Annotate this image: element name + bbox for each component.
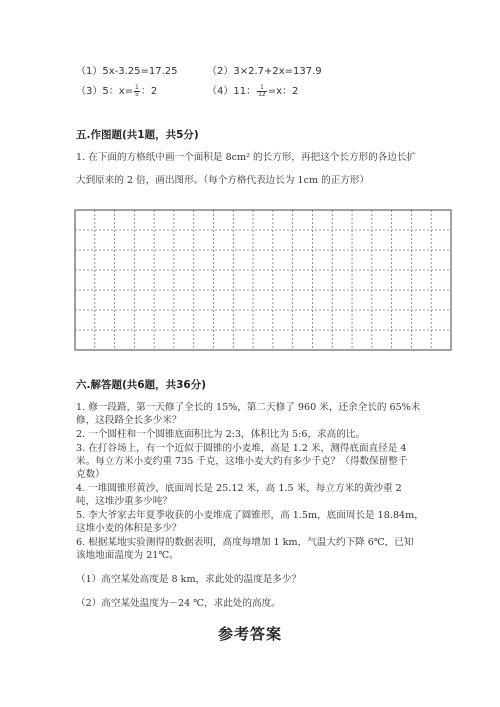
section-5-question-line-1: 1. 在下面的方格纸中画一个面积是 8cm² 的长方形，再把这个长方形的各边长扩 (76, 152, 417, 163)
section-5-title: 五.作图题(共1题，共5分) (76, 129, 199, 141)
equation-1: （1）5x-3.25=17.25 (76, 66, 178, 77)
problem-line: 5. 李大爷家去年夏季收获的小麦堆成了圆锥形，高 1.5m，底面周长是 18.84m， (76, 510, 424, 521)
problem-line: 该地地面温度为 21℃。 (76, 550, 179, 561)
problem-line: 这堆小麦的体积是多少？ (76, 523, 182, 534)
problem-line: 1. 修一段路，第一天修了全长的 15%，第二天修了 960 米，还余全长的 65%未 (76, 402, 421, 413)
equation-3 (76, 82, 157, 98)
square-grid[interactable] (74, 209, 452, 351)
sub-question-2: （2）高空某处温度为－24 ℃，求此处的高度。 (76, 598, 281, 609)
equation-4-denominator: 12 (258, 90, 266, 98)
equation-4-suffix: =x：2 (267, 86, 299, 97)
answer-title: 参考答案 (218, 625, 283, 643)
problem-line: 吨，这堆沙重多少吨？ (76, 496, 172, 507)
equation-4-numerator: 1 (257, 85, 267, 92)
equation-4-prefix: （4）11： (207, 86, 257, 97)
section-6-title: 六.解答题(共6题，共36分) (76, 379, 207, 391)
equation-3-prefix: （3）5：x= (76, 86, 134, 97)
problem-line: 米。每立方米小麦约重 735 千克，这堆小麦大约有多少千克？（得数保留整千 (76, 456, 408, 467)
equation-4-fraction (257, 85, 267, 98)
problem-line: 2. 一个圆柱和一个圆锥底面积比为 2:3，体积比为 5:6，求高的比。 (76, 429, 366, 440)
problem-line: 克数） (76, 469, 105, 480)
equation-3-suffix: ：2 (140, 86, 158, 97)
problem-line: 6. 根据某地实验测得的数据表明，高度每增加 1 km，气温大约下降 6℃，已知 (76, 537, 414, 548)
equation-3-numerator: 1 (135, 83, 139, 91)
problem-line: 3. 在打谷场上，有一个近似于圆锥的小麦堆，高是 1.2 米，测得底面直径是 4 (76, 443, 407, 454)
problem-line: 4. 一堆圆锥形黄沙，底面周长是 25.12 米，高 1.5 米，每立方米的黄沙重 2 (76, 483, 402, 494)
section-5-question-line-2: 大到原来的 2 倍，画出图形。（每个方格代表边长为 1cm 的正方形） (76, 175, 370, 186)
equation-3-fraction (134, 85, 140, 98)
sub-question-1: （1）高空某处高度是 8 km，求此处的温度是多少？ (76, 574, 302, 585)
equation-4 (207, 82, 298, 98)
equation-2: （2）3×2.7+2x=137.9 (207, 66, 322, 77)
grid-border (75, 210, 451, 350)
equation-3-denominator: 5 (135, 90, 139, 98)
problem-line: 修，这段路全长多少米？ (76, 415, 182, 426)
